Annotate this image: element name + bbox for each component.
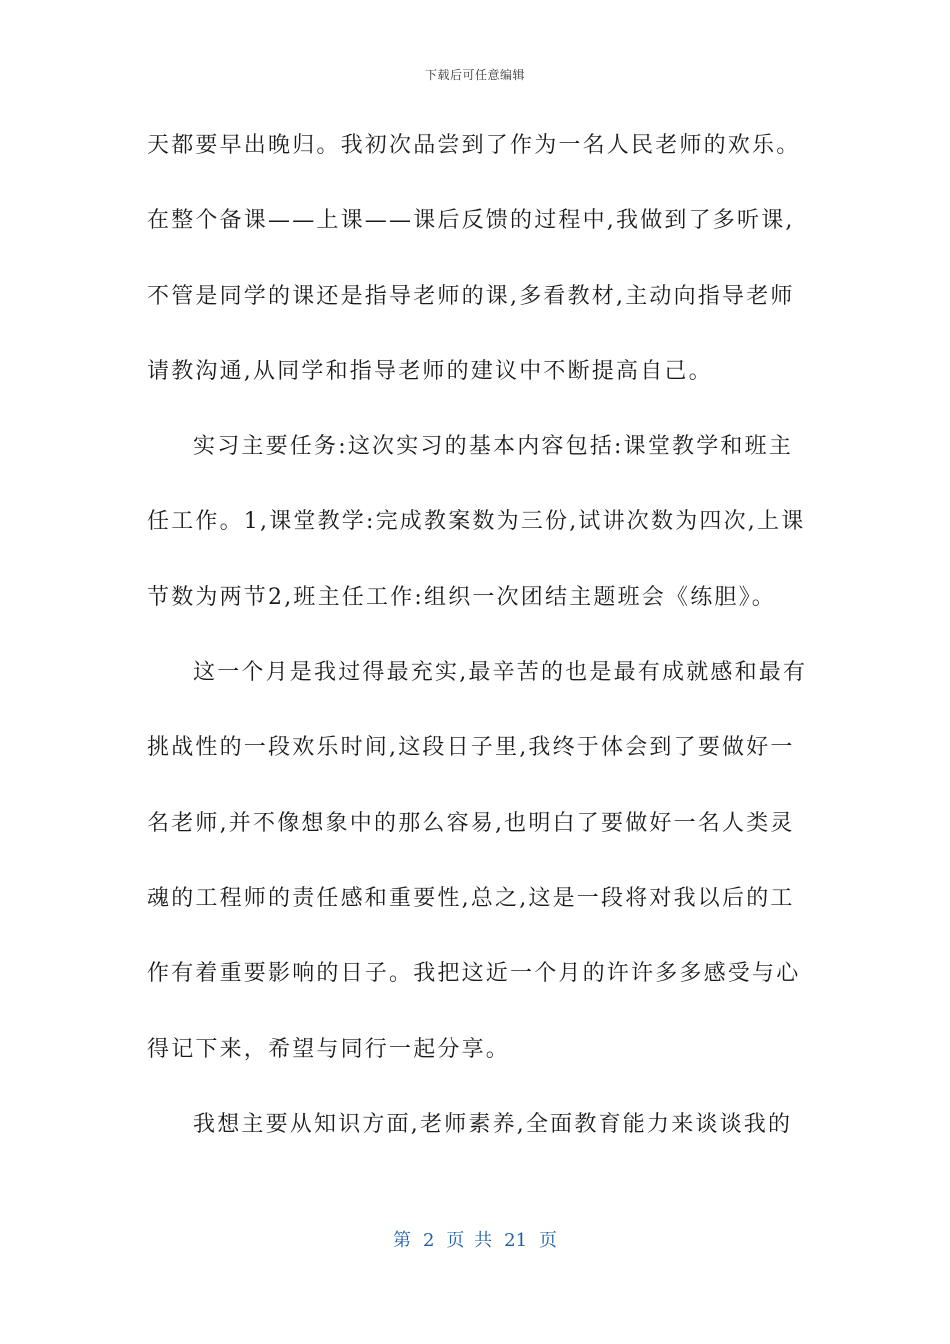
paragraph-4 [147,1103,807,1178]
text-line: 得记下来，希望与同行一起分享。 [147,1036,511,1062]
footer-label-post: 页 [539,1230,558,1251]
text-line: 任工作。1,课堂教学:完成教案数为三份,试讲次数为四次,上课 [147,509,806,535]
text-line: 作有着重要影响的日子。我把这近一个月的许许多多感受与心 [147,961,801,987]
text-line: 在整个备课——上课——课后反馈的过程中,我做到了多听课, [147,208,795,234]
current-page-number: 2 [422,1230,435,1251]
footer-label-mid: 页 共 [446,1230,493,1251]
text-line: 请教沟通,从同学和指导老师的建议中不断提高自己。 [147,358,713,384]
footer-label-pre: 第 [392,1230,411,1251]
text-line: 名老师,并不像想象中的那么容易,也明白了要做好一名人类灵 [147,810,795,836]
text-line: 实习主要任务:这次实习的基本内容包括:课堂教学和班主 [193,434,794,460]
paragraph-1 [147,124,807,425]
paragraph-2 [147,425,807,651]
page-footer [0,1226,950,1252]
text-line: 不管是同学的课还是指导老师的课,多看教材,主动向指导老师 [147,283,795,309]
text-line: 天都要早出晚归。我初次品尝到了作为一名人民老师的欢乐。 [147,133,801,158]
paragraph-3 [147,651,807,1103]
page-header: 下载后可任意编辑 [424,68,525,82]
text-line: 魂的工程师的责任感和重要性,总之,这是一段将对我以后的工 [147,885,795,911]
text-line: 这一个月是我过得最充实,最辛苦的也是最有成就感和最有 [193,660,808,686]
text-line: 节数为两节2,班主任工作:组织一次团结主题班会《练胆》。 [147,584,777,610]
text-line: 挑战性的一段欢乐时间,这段日子里,我终于体会到了要做好一 [147,735,795,761]
total-page-number: 21 [504,1230,528,1251]
document-body [147,124,807,1178]
text-line: 我想主要从知识方面,老师素养,全面教育能力来谈谈我的 [193,1111,793,1137]
